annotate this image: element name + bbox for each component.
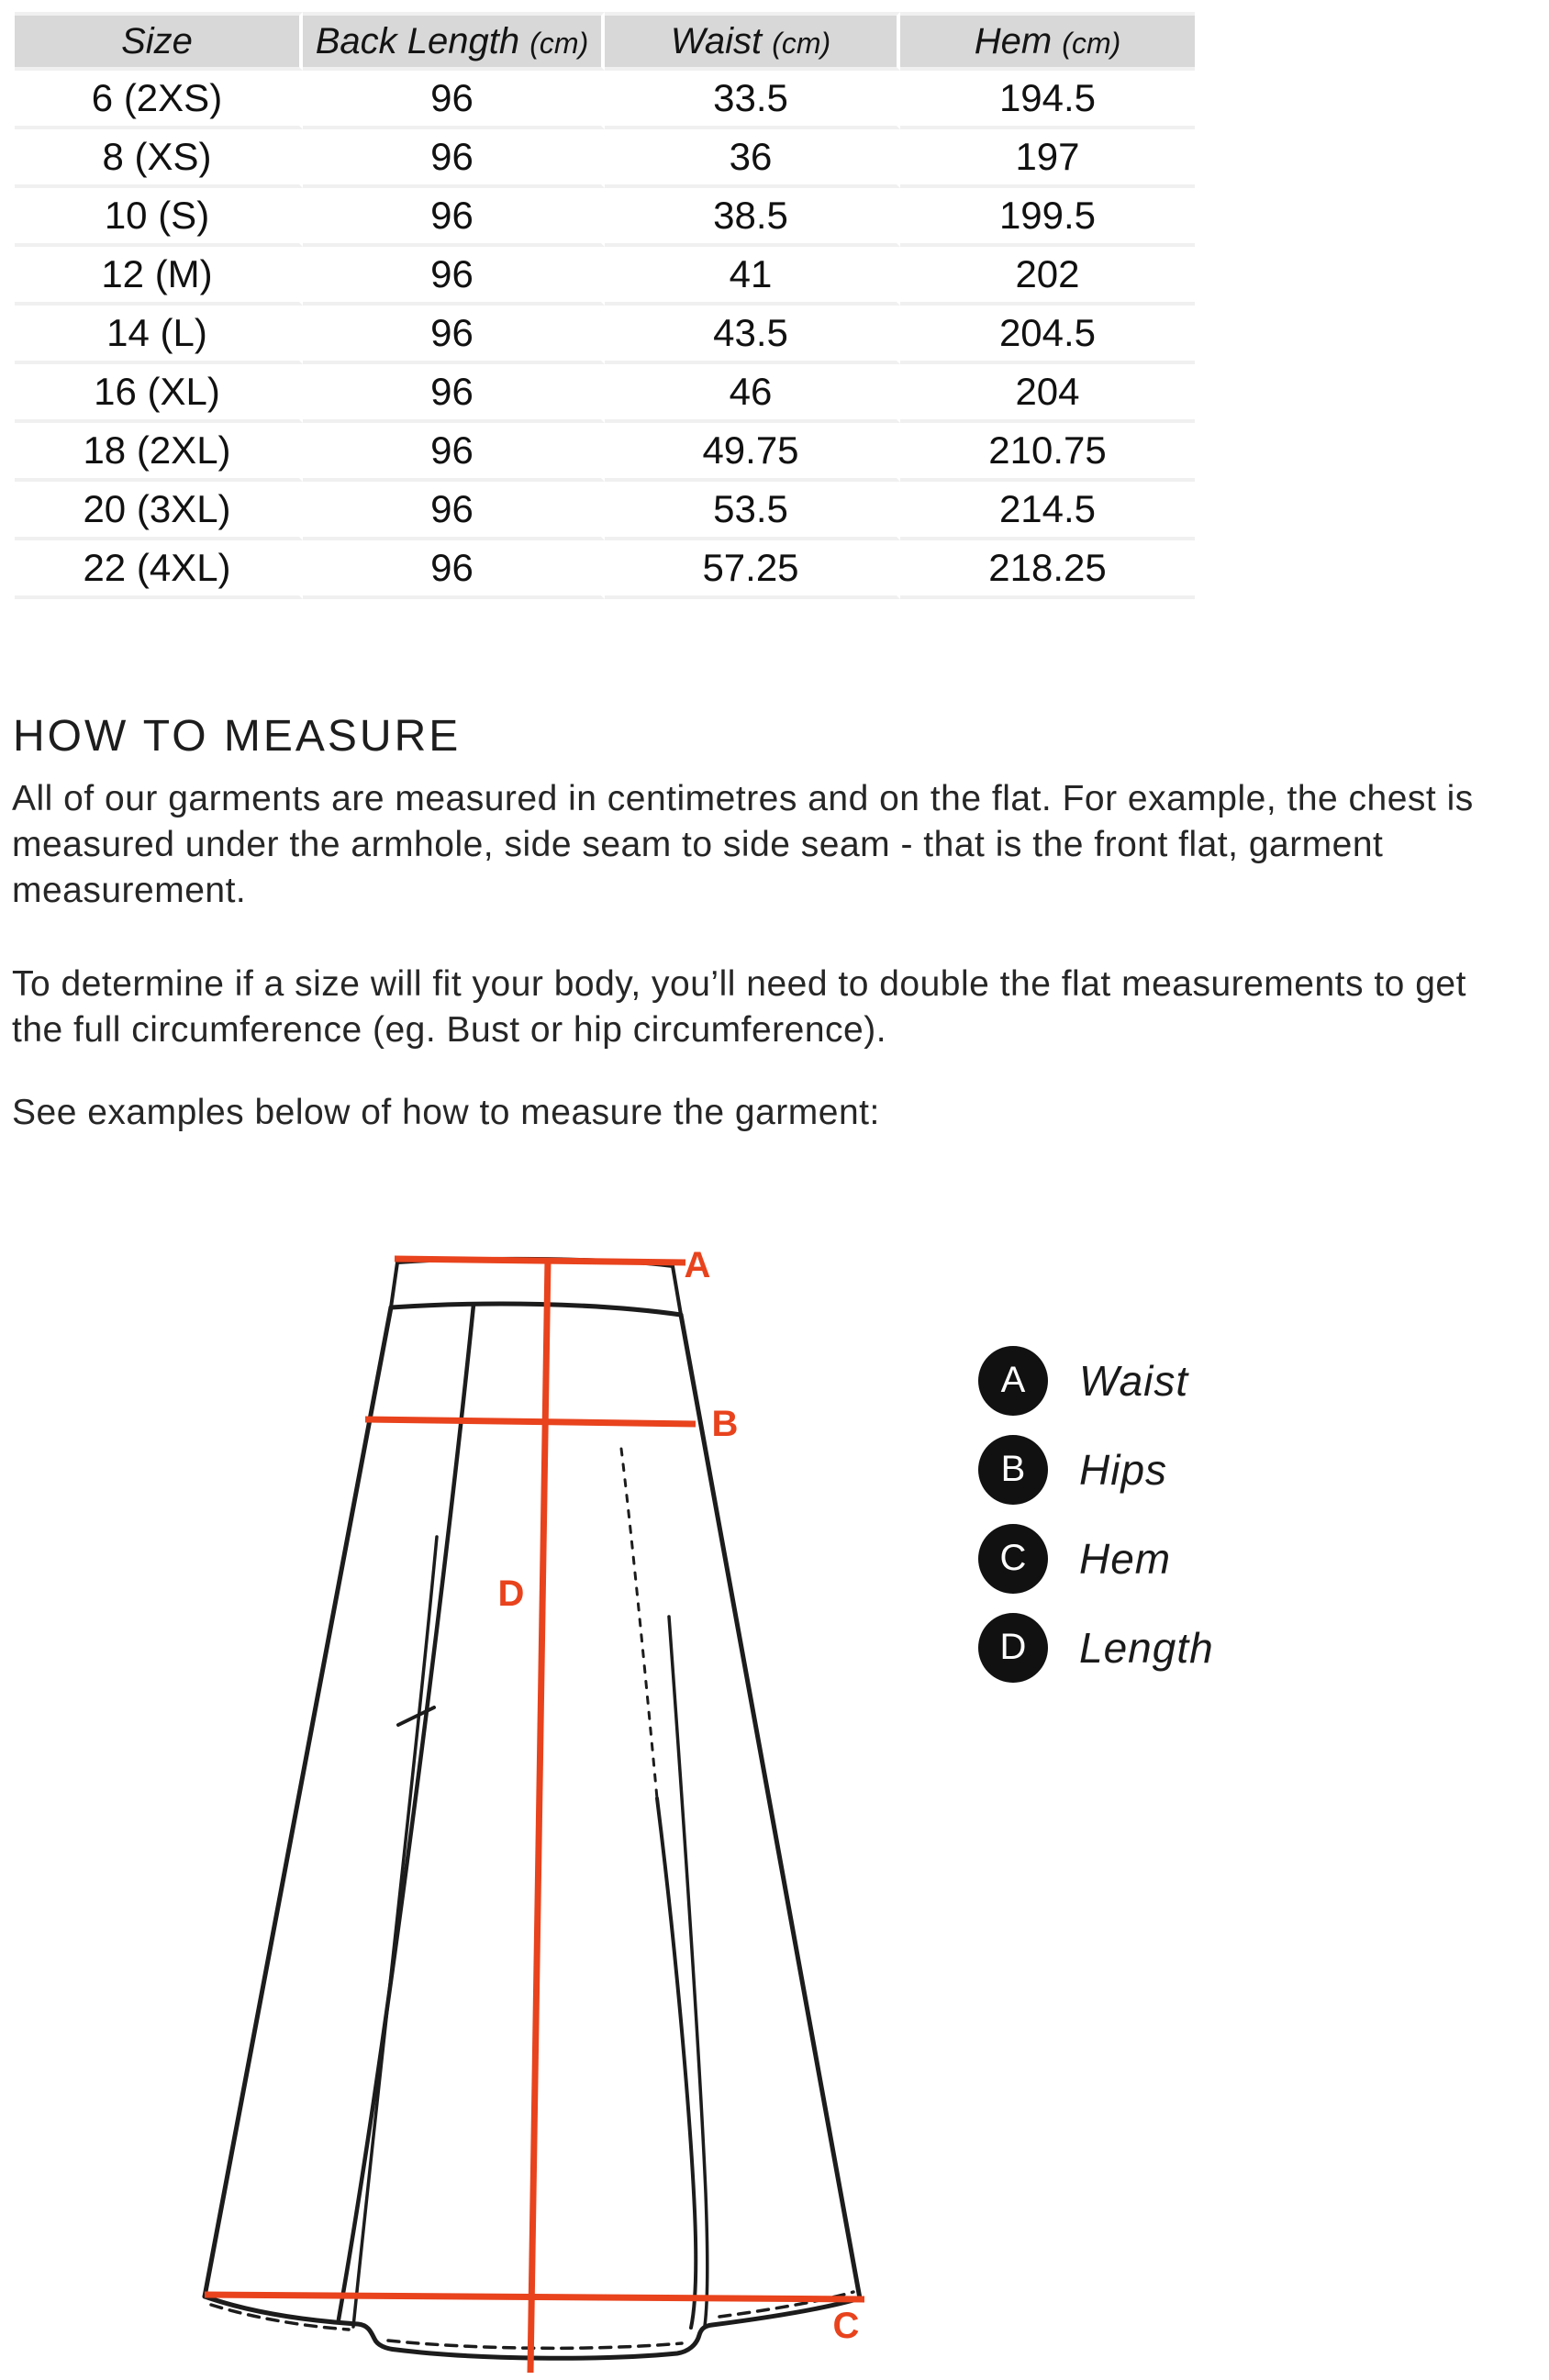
table-cell-size: 10 (S) [15,188,303,247]
table-cell-size: 8 (XS) [15,129,303,188]
measure-paragraph-1: All of our garments are measured in centimetres and on the flat. For example, the chest is measured under the armhole, side seam to side seam - that is the front flat, garment measurement. [12,779,1474,910]
legend-badge-b-icon: B [978,1435,1048,1505]
table-cell-back-length: 96 [303,423,605,482]
table-cell-waist: 43.5 [605,306,900,364]
skirt-diagram [165,1220,936,2380]
measurement-legend [978,1336,1214,1692]
table-cell-back-length: 96 [303,482,605,540]
measure-line-hips [365,1419,696,1424]
table-cell-back-length: 96 [303,129,605,188]
table-cell-hem: 197 [900,129,1195,188]
seam-notch-tick [398,1707,434,1725]
table-cell-waist: 57.25 [605,540,900,599]
table-cell-waist: 38.5 [605,188,900,247]
diagram-label-a: A [684,1245,711,1285]
left-panel-seam [339,1305,474,2319]
table-cell-waist: 53.5 [605,482,900,540]
legend-badge-d-icon: D [978,1613,1048,1683]
legend-label: Length [1079,1623,1214,1672]
column-header-hem [900,12,1195,71]
legend-item-waist [978,1336,1214,1425]
column-header-label: Back Length [315,20,520,61]
table-cell-back-length: 96 [303,188,605,247]
table-cell-size: 22 (4XL) [15,540,303,599]
diagram-label-d: D [497,1574,525,1614]
table-cell-hem: 218.25 [900,540,1195,599]
column-header-unit: (cm) [529,26,589,60]
table-cell-waist: 49.75 [605,423,900,482]
table-cell-size: 14 (L) [15,306,303,364]
table-cell-hem: 199.5 [900,188,1195,247]
legend-item-hips [978,1425,1214,1514]
column-header-unit: (cm) [772,26,831,60]
right-panel-seam [657,1798,696,2328]
how-to-measure-copy [12,776,1480,1136]
legend-item-length [978,1603,1214,1692]
table-row [15,423,1195,482]
hem-stitch-bottom [388,2341,682,2348]
table-row [15,71,1195,129]
table-cell-waist: 36 [605,129,900,188]
waistband-left-edge [391,1262,397,1307]
legend-item-hem [978,1514,1214,1603]
table-cell-hem: 204.5 [900,306,1195,364]
skirt-sketch [165,1220,936,2380]
table-cell-size: 12 (M) [15,247,303,306]
table-cell-size: 16 (XL) [15,364,303,423]
table-row [15,540,1195,599]
measure-line-hem [205,2295,864,2299]
waistband-bottom-line [391,1304,681,1315]
column-header-label: Size [121,20,193,61]
table-row [15,306,1195,364]
legend-badge-a-icon: A [978,1346,1048,1416]
table-cell-hem: 214.5 [900,482,1195,540]
table-cell-back-length: 96 [303,247,605,306]
table-row [15,129,1195,188]
column-header-back-length [303,12,605,71]
column-header-label: Hem [974,20,1053,61]
table-cell-size: 20 (3XL) [15,482,303,540]
table-cell-back-length: 96 [303,364,605,423]
diagram-label-b: B [711,1404,739,1444]
table-cell-size: 18 (2XL) [15,423,303,482]
size-chart-header-row [15,12,1195,71]
column-header-unit: (cm) [1062,26,1121,60]
left-side-seam [205,1307,391,2297]
legend-label: Waist [1079,1356,1189,1405]
table-row [15,188,1195,247]
waistband-right-edge [673,1266,681,1315]
measure-paragraph-2: To determine if a size will fit your body, you’ll need to double the flat measurements to get the full circumference (eg. Bust or hip circumference). [12,964,1466,1050]
table-cell-size: 6 (2XS) [15,71,303,129]
left-panel-seam-inner [353,1537,437,2327]
column-header-label: Waist [670,20,763,61]
legend-badge-c-icon: C [978,1524,1048,1594]
table-cell-hem: 194.5 [900,71,1195,129]
column-header-size [15,12,303,71]
table-cell-waist: 33.5 [605,71,900,129]
size-chart-table [15,12,1195,599]
column-header-waist [605,12,900,71]
table-row [15,247,1195,306]
table-cell-back-length: 96 [303,71,605,129]
how-to-measure-heading: HOW TO MEASURE [13,712,462,761]
table-row [15,364,1195,423]
right-panel-seam-dashed [621,1449,657,1798]
diagram-label-c: C [832,2306,860,2346]
table-cell-hem: 204 [900,364,1195,423]
table-cell-back-length: 96 [303,306,605,364]
measure-line-length [530,1259,548,2373]
right-side-seam [681,1315,860,2298]
size-chart-body [15,71,1195,599]
table-cell-waist: 46 [605,364,900,423]
table-cell-back-length: 96 [303,540,605,599]
table-row [15,482,1195,540]
measure-line-waist [395,1259,685,1262]
table-cell-hem: 202 [900,247,1195,306]
table-cell-waist: 41 [605,247,900,306]
legend-label: Hem [1079,1534,1172,1583]
measure-paragraph-3: See examples below of how to measure the garment: [12,1093,880,1132]
legend-label: Hips [1079,1445,1168,1494]
table-cell-hem: 210.75 [900,423,1195,482]
